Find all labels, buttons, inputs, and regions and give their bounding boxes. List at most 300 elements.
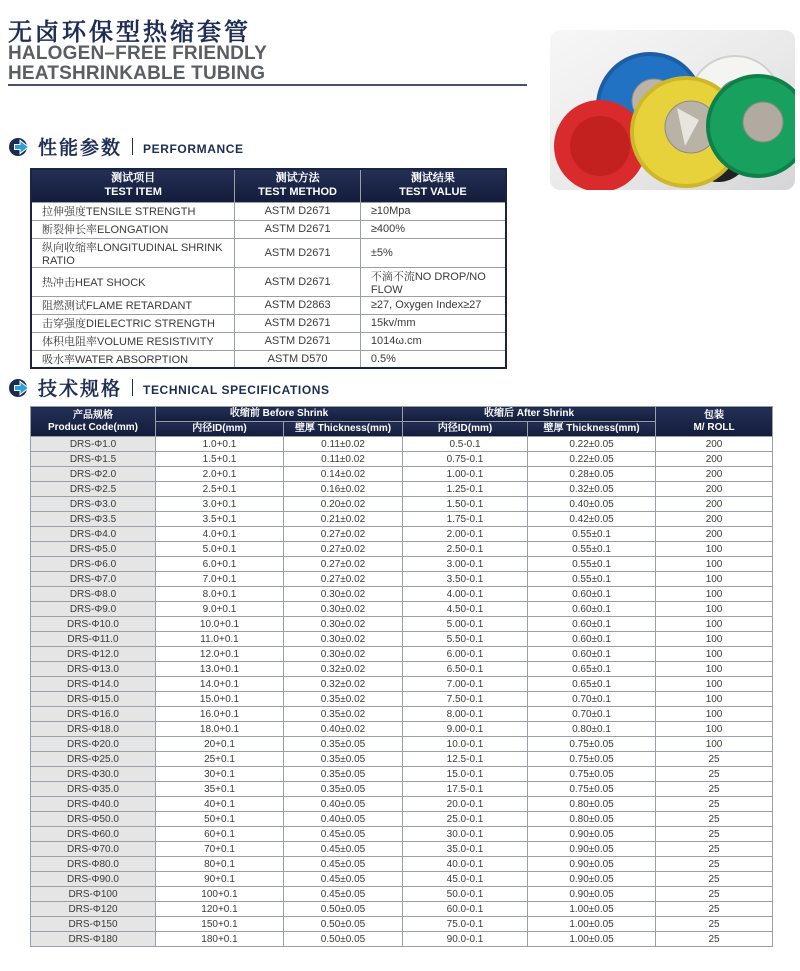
col-test-value bbox=[360, 169, 506, 202]
table-cell: 0.60±0.1 bbox=[528, 617, 656, 632]
table-row bbox=[31, 220, 506, 238]
table-cell: 不滴不流NO DROP/NO FLOW bbox=[360, 267, 506, 296]
table-cell: 9.0+0.1 bbox=[156, 602, 284, 617]
table-cell: 5.0+0.1 bbox=[156, 542, 284, 557]
col-label-en: Product Code(mm) bbox=[48, 421, 138, 433]
table-cell: 1014ω.cm bbox=[360, 332, 506, 350]
table-cell: 拉伸强度TENSILE STRENGTH bbox=[31, 202, 235, 220]
table-cell: 吸水率WATER ABSORPTION bbox=[31, 350, 235, 368]
table-cell: DRS-Φ2.0 bbox=[31, 467, 156, 482]
table-cell: 断裂伸长率ELONGATION bbox=[31, 220, 235, 238]
table-cell: 0.30±0.02 bbox=[284, 632, 403, 647]
table-cell: 1.5+0.1 bbox=[156, 452, 284, 467]
table-cell: 0.60±0.1 bbox=[528, 587, 656, 602]
table-cell: 0.11±0.02 bbox=[284, 452, 403, 467]
table-cell: 75.0-0.1 bbox=[403, 917, 528, 932]
table-cell: DRS-Φ10.0 bbox=[31, 617, 156, 632]
performance-table-head bbox=[31, 169, 506, 202]
table-cell: 10.0+0.1 bbox=[156, 617, 284, 632]
table-row bbox=[31, 267, 506, 296]
table-cell: 25 bbox=[656, 827, 773, 842]
table-cell: ASTM D2863 bbox=[235, 296, 361, 314]
table-cell: 0.22±0.05 bbox=[528, 437, 656, 452]
table-cell: 5.50-0.1 bbox=[403, 632, 528, 647]
table-cell: 90.0-0.1 bbox=[403, 932, 528, 947]
table-cell: 0.21±0.02 bbox=[284, 512, 403, 527]
table-cell: 3.0+0.1 bbox=[156, 497, 284, 512]
table-cell: 0.35±0.05 bbox=[284, 782, 403, 797]
performance-title-cn: 性能参数 bbox=[38, 138, 123, 159]
table-row bbox=[31, 737, 773, 752]
table-cell: 20.0-0.1 bbox=[403, 797, 528, 812]
col-after-thickness: 壁厚 Thickness(mm) bbox=[528, 422, 656, 437]
table-cell: 0.60±0.1 bbox=[528, 602, 656, 617]
table-cell: 0.30±0.02 bbox=[284, 602, 403, 617]
table-cell: 2.00-0.1 bbox=[403, 527, 528, 542]
table-cell: 25 bbox=[656, 842, 773, 857]
table-cell: 12.0+0.1 bbox=[156, 647, 284, 662]
table-cell: 100 bbox=[656, 542, 773, 557]
table-cell: 0.45±0.05 bbox=[284, 872, 403, 887]
table-cell: 0.11±0.02 bbox=[284, 437, 403, 452]
table-row bbox=[31, 917, 773, 932]
col-test-method bbox=[235, 169, 361, 202]
table-row bbox=[31, 617, 773, 632]
table-cell: 0.45±0.05 bbox=[284, 827, 403, 842]
table-cell: DRS-Φ3.0 bbox=[31, 497, 156, 512]
table-cell: DRS-Φ9.0 bbox=[31, 602, 156, 617]
table-row bbox=[31, 314, 506, 332]
table-cell: 0.90±0.05 bbox=[528, 857, 656, 872]
table-cell: 体积电阻率VOLUME RESISTIVITY bbox=[31, 332, 235, 350]
table-cell: DRS-Φ2.5 bbox=[31, 482, 156, 497]
table-cell: 0.27±0.02 bbox=[284, 527, 403, 542]
table-cell: DRS-Φ18.0 bbox=[31, 722, 156, 737]
table-cell: 0.55±0.1 bbox=[528, 527, 656, 542]
col-package bbox=[656, 407, 773, 437]
col-label-cn: 测试方法 bbox=[275, 172, 320, 184]
table-cell: 0.27±0.02 bbox=[284, 557, 403, 572]
table-cell: 40.0-0.1 bbox=[403, 857, 528, 872]
table-cell: 0.35±0.05 bbox=[284, 752, 403, 767]
table-row bbox=[31, 238, 506, 267]
table-cell: 5.00-0.1 bbox=[403, 617, 528, 632]
table-cell: 0.80±0.1 bbox=[528, 722, 656, 737]
table-cell: DRS-Φ40.0 bbox=[31, 797, 156, 812]
table-cell: 0.75±0.05 bbox=[528, 782, 656, 797]
table-cell: 0.65±0.1 bbox=[528, 677, 656, 692]
table-row bbox=[31, 350, 506, 368]
table-cell: 0.30±0.02 bbox=[284, 587, 403, 602]
table-cell: DRS-Φ16.0 bbox=[31, 707, 156, 722]
table-cell: 7.00-0.1 bbox=[403, 677, 528, 692]
table-cell: 17.5-0.1 bbox=[403, 782, 528, 797]
table-cell: DRS-Φ13.0 bbox=[31, 662, 156, 677]
table-cell: 0.14±0.02 bbox=[284, 467, 403, 482]
table-cell: 20+0.1 bbox=[156, 737, 284, 752]
table-cell: DRS-Φ6.0 bbox=[31, 557, 156, 572]
table-cell: ASTM D2671 bbox=[235, 202, 361, 220]
table-cell: 0.90±0.05 bbox=[528, 887, 656, 902]
table-cell: 13.0+0.1 bbox=[156, 662, 284, 677]
table-row bbox=[31, 332, 506, 350]
table-cell: 100+0.1 bbox=[156, 887, 284, 902]
table-cell: 25 bbox=[656, 902, 773, 917]
table-cell: 2.5+0.1 bbox=[156, 482, 284, 497]
product-photo bbox=[550, 30, 795, 190]
subtitle-line-2: HEATSHRINKABLE TUBING bbox=[8, 63, 266, 85]
table-cell: 15.0+0.1 bbox=[156, 692, 284, 707]
table-cell: 15.0-0.1 bbox=[403, 767, 528, 782]
table-cell: 0.55±0.1 bbox=[528, 542, 656, 557]
table-cell: 0.40±0.05 bbox=[284, 797, 403, 812]
col-label-en: TEST METHOD bbox=[258, 185, 338, 198]
table-row bbox=[31, 542, 773, 557]
table-cell: 0.32±0.02 bbox=[284, 677, 403, 692]
col-label-cn: 测试项目 bbox=[111, 172, 156, 184]
table-cell: 0.75-0.1 bbox=[403, 452, 528, 467]
performance-table bbox=[30, 168, 507, 369]
table-row bbox=[31, 632, 773, 647]
table-cell: 0.50±0.05 bbox=[284, 917, 403, 932]
table-cell: 0.75±0.05 bbox=[528, 752, 656, 767]
table-row bbox=[31, 827, 773, 842]
table-cell: DRS-Φ15.0 bbox=[31, 692, 156, 707]
table-cell: DRS-Φ120 bbox=[31, 902, 156, 917]
table-cell: 50.0-0.1 bbox=[403, 887, 528, 902]
table-cell: 200 bbox=[656, 437, 773, 452]
table-cell: 100 bbox=[656, 677, 773, 692]
table-cell: 25.0-0.1 bbox=[403, 812, 528, 827]
header-row bbox=[31, 169, 506, 202]
table-row bbox=[31, 782, 773, 797]
specifications-section-header bbox=[8, 374, 330, 401]
table-cell: 0.35±0.05 bbox=[284, 767, 403, 782]
table-cell: 30.0-0.1 bbox=[403, 827, 528, 842]
table-cell: 4.0+0.1 bbox=[156, 527, 284, 542]
table-row bbox=[31, 857, 773, 872]
table-cell: 0.27±0.02 bbox=[284, 542, 403, 557]
table-cell: 50+0.1 bbox=[156, 812, 284, 827]
table-cell: 3.5+0.1 bbox=[156, 512, 284, 527]
table-cell: 0.80±0.05 bbox=[528, 812, 656, 827]
table-row bbox=[31, 527, 773, 542]
table-cell: 200 bbox=[656, 512, 773, 527]
table-cell: 90+0.1 bbox=[156, 872, 284, 887]
table-cell: 0.75±0.05 bbox=[528, 767, 656, 782]
table-row bbox=[31, 437, 773, 452]
table-cell: 180+0.1 bbox=[156, 932, 284, 947]
table-cell: 25 bbox=[656, 752, 773, 767]
table-cell: 1.00±0.05 bbox=[528, 932, 656, 947]
header-divider bbox=[8, 84, 527, 86]
table-cell: 0.5% bbox=[360, 350, 506, 368]
table-cell: 0.42±0.05 bbox=[528, 512, 656, 527]
table-cell: 9.00-0.1 bbox=[403, 722, 528, 737]
table-row bbox=[31, 812, 773, 827]
table-cell: DRS-Φ150 bbox=[31, 917, 156, 932]
table-cell: 0.45±0.05 bbox=[284, 842, 403, 857]
table-cell: 35.0-0.1 bbox=[403, 842, 528, 857]
table-cell: ≥10Mpa bbox=[360, 202, 506, 220]
table-row bbox=[31, 296, 506, 314]
performance-section-header bbox=[8, 133, 244, 160]
table-row bbox=[31, 452, 773, 467]
table-row bbox=[31, 202, 506, 220]
table-row bbox=[31, 752, 773, 767]
table-cell: 7.50-0.1 bbox=[403, 692, 528, 707]
table-cell: DRS-Φ80.0 bbox=[31, 857, 156, 872]
table-row bbox=[31, 662, 773, 677]
performance-title-en: PERFORMANCE bbox=[143, 141, 244, 156]
table-cell: 0.70±0.1 bbox=[528, 692, 656, 707]
table-cell: 100 bbox=[656, 557, 773, 572]
table-cell: 11.0+0.1 bbox=[156, 632, 284, 647]
table-cell: ≥27, Oxygen Index≥27 bbox=[360, 296, 506, 314]
table-cell: 1.75-0.1 bbox=[403, 512, 528, 527]
col-label-en: M/ ROLL bbox=[693, 421, 735, 433]
table-cell: DRS-Φ100 bbox=[31, 887, 156, 902]
table-cell: 18.0+0.1 bbox=[156, 722, 284, 737]
table-cell: 100 bbox=[656, 647, 773, 662]
table-cell: DRS-Φ1.5 bbox=[31, 452, 156, 467]
table-cell: 15kv/mm bbox=[360, 314, 506, 332]
table-cell: 8.0+0.1 bbox=[156, 587, 284, 602]
col-before-thickness: 壁厚 Thickness(mm) bbox=[284, 422, 403, 437]
table-cell: 25 bbox=[656, 917, 773, 932]
table-row bbox=[31, 842, 773, 857]
table-cell: 1.25-0.1 bbox=[403, 482, 528, 497]
table-cell: DRS-Φ25.0 bbox=[31, 752, 156, 767]
specifications-table bbox=[30, 406, 773, 947]
table-cell: 0.27±0.02 bbox=[284, 572, 403, 587]
table-cell: 0.28±0.05 bbox=[528, 467, 656, 482]
table-cell: 3.50-0.1 bbox=[403, 572, 528, 587]
table-cell: 0.22±0.05 bbox=[528, 452, 656, 467]
table-cell: DRS-Φ30.0 bbox=[31, 767, 156, 782]
table-cell: 200 bbox=[656, 467, 773, 482]
table-cell: 4.50-0.1 bbox=[403, 602, 528, 617]
col-label-cn: 包装 bbox=[704, 410, 725, 421]
page-subtitle bbox=[8, 44, 267, 84]
table-cell: 0.70±0.1 bbox=[528, 707, 656, 722]
table-cell: 0.35±0.02 bbox=[284, 692, 403, 707]
table-row bbox=[31, 512, 773, 527]
table-cell: ASTM D2671 bbox=[235, 332, 361, 350]
title-separator bbox=[132, 138, 133, 155]
table-row bbox=[31, 872, 773, 887]
table-row bbox=[31, 557, 773, 572]
table-cell: 0.40±0.05 bbox=[528, 497, 656, 512]
table-cell: 1.0+0.1 bbox=[156, 437, 284, 452]
table-cell: 阻燃测试FLAME RETARDANT bbox=[31, 296, 235, 314]
table-cell: DRS-Φ60.0 bbox=[31, 827, 156, 842]
table-cell: DRS-Φ14.0 bbox=[31, 677, 156, 692]
table-cell: 0.32±0.02 bbox=[284, 662, 403, 677]
table-row bbox=[31, 482, 773, 497]
table-cell: ≥400% bbox=[360, 220, 506, 238]
table-row bbox=[31, 587, 773, 602]
table-row bbox=[31, 647, 773, 662]
table-cell: DRS-Φ35.0 bbox=[31, 782, 156, 797]
table-cell: ±5% bbox=[360, 238, 506, 267]
table-cell: 6.0+0.1 bbox=[156, 557, 284, 572]
col-label-cn: 测试结果 bbox=[410, 172, 455, 184]
table-cell: 100 bbox=[656, 737, 773, 752]
table-cell: DRS-Φ5.0 bbox=[31, 542, 156, 557]
table-cell: 150+0.1 bbox=[156, 917, 284, 932]
table-cell: DRS-Φ90.0 bbox=[31, 872, 156, 887]
table-cell: DRS-Φ70.0 bbox=[31, 842, 156, 857]
table-cell: DRS-Φ12.0 bbox=[31, 647, 156, 662]
table-cell: 1.00±0.05 bbox=[528, 917, 656, 932]
table-cell: 100 bbox=[656, 632, 773, 647]
table-row bbox=[31, 722, 773, 737]
table-cell: 60.0-0.1 bbox=[403, 902, 528, 917]
table-cell: ASTM D2671 bbox=[235, 238, 361, 267]
table-cell: 35+0.1 bbox=[156, 782, 284, 797]
table-cell: 0.60±0.1 bbox=[528, 632, 656, 647]
table-cell: 100 bbox=[656, 617, 773, 632]
specifications-table-head bbox=[31, 407, 773, 437]
specifications-table-body bbox=[31, 437, 773, 947]
table-cell: 4.00-0.1 bbox=[403, 587, 528, 602]
table-cell: 0.60±0.1 bbox=[528, 647, 656, 662]
table-cell: 6.00-0.1 bbox=[403, 647, 528, 662]
col-product-code bbox=[31, 407, 156, 437]
table-cell: DRS-Φ7.0 bbox=[31, 572, 156, 587]
table-cell: 25 bbox=[656, 767, 773, 782]
table-cell: 0.45±0.05 bbox=[284, 857, 403, 872]
table-cell: 100 bbox=[656, 692, 773, 707]
table-cell: 0.80±0.05 bbox=[528, 797, 656, 812]
table-cell: ASTM D2671 bbox=[235, 220, 361, 238]
table-cell: 16.0+0.1 bbox=[156, 707, 284, 722]
table-cell: 25 bbox=[656, 782, 773, 797]
table-cell: 100 bbox=[656, 587, 773, 602]
page-title: 无卤环保型热缩套管 bbox=[8, 19, 251, 46]
table-cell: 纵向收缩率LONGITUDINAL SHRINK RATIO bbox=[31, 238, 235, 267]
col-after-id: 内径ID(mm) bbox=[403, 422, 528, 437]
table-cell: 80+0.1 bbox=[156, 857, 284, 872]
table-cell: 0.90±0.05 bbox=[528, 872, 656, 887]
table-cell: 0.65±0.1 bbox=[528, 662, 656, 677]
table-cell: 100 bbox=[656, 722, 773, 737]
title-separator bbox=[132, 379, 133, 396]
arrow-right-circle-icon bbox=[8, 377, 30, 399]
table-cell: 0.30±0.02 bbox=[284, 647, 403, 662]
table-cell: 60+0.1 bbox=[156, 827, 284, 842]
table-row bbox=[31, 692, 773, 707]
table-cell: 0.50±0.05 bbox=[284, 932, 403, 947]
subtitle-line-1: HALOGEN–FREE FRIENDLY bbox=[8, 43, 267, 64]
table-cell: 25 bbox=[656, 857, 773, 872]
table-cell: 0.75±0.05 bbox=[528, 737, 656, 752]
table-cell: DRS-Φ20.0 bbox=[31, 737, 156, 752]
col-label-en: TEST VALUE bbox=[399, 185, 467, 198]
table-cell: 0.45±0.05 bbox=[284, 887, 403, 902]
table-row bbox=[31, 932, 773, 947]
table-cell: DRS-Φ180 bbox=[31, 932, 156, 947]
table-cell: 0.40±0.02 bbox=[284, 722, 403, 737]
table-cell: 14.0+0.1 bbox=[156, 677, 284, 692]
table-cell: 0.55±0.1 bbox=[528, 557, 656, 572]
performance-table-body bbox=[31, 202, 506, 368]
table-cell: 100 bbox=[656, 572, 773, 587]
table-cell: 100 bbox=[656, 662, 773, 677]
table-cell: 0.90±0.05 bbox=[528, 827, 656, 842]
table-cell: DRS-Φ50.0 bbox=[31, 812, 156, 827]
table-cell: 6.50-0.1 bbox=[403, 662, 528, 677]
table-cell: 25 bbox=[656, 872, 773, 887]
table-cell: 70+0.1 bbox=[156, 842, 284, 857]
table-cell: 100 bbox=[656, 707, 773, 722]
table-row bbox=[31, 707, 773, 722]
col-before-id: 内径ID(mm) bbox=[156, 422, 284, 437]
table-row bbox=[31, 602, 773, 617]
table-cell: 0.90±0.05 bbox=[528, 842, 656, 857]
table-cell: 击穿强度DIELECTRIC STRENGTH bbox=[31, 314, 235, 332]
table-cell: 0.35±0.05 bbox=[284, 737, 403, 752]
table-cell: DRS-Φ1.0 bbox=[31, 437, 156, 452]
table-cell: 25 bbox=[656, 797, 773, 812]
table-cell: 8.00-0.1 bbox=[403, 707, 528, 722]
table-cell: 0.30±0.02 bbox=[284, 617, 403, 632]
table-cell: 0.20±0.02 bbox=[284, 497, 403, 512]
table-cell: ASTM D2671 bbox=[235, 267, 361, 296]
table-row bbox=[31, 767, 773, 782]
table-cell: 200 bbox=[656, 497, 773, 512]
table-cell: DRS-Φ4.0 bbox=[31, 527, 156, 542]
col-label-cn: 产品规格 bbox=[73, 410, 113, 421]
table-cell: 25 bbox=[656, 932, 773, 947]
table-cell: 热冲击HEAT SHOCK bbox=[31, 267, 235, 296]
table-cell: 12.5-0.1 bbox=[403, 752, 528, 767]
table-cell: DRS-Φ11.0 bbox=[31, 632, 156, 647]
table-cell: 10.0-0.1 bbox=[403, 737, 528, 752]
table-cell: 25+0.1 bbox=[156, 752, 284, 767]
table-cell: 2.0+0.1 bbox=[156, 467, 284, 482]
table-cell: 30+0.1 bbox=[156, 767, 284, 782]
table-row bbox=[31, 887, 773, 902]
specifications-title-en: TECHNICAL SPECIFICATIONS bbox=[143, 382, 330, 397]
col-label-en: TEST ITEM bbox=[104, 185, 162, 198]
tubing-rolls-illustration bbox=[550, 30, 795, 190]
col-group-before-shrink: 收缩前 Before Shrink bbox=[156, 407, 403, 422]
specifications-title-cn: 技术规格 bbox=[38, 379, 123, 400]
table-cell: 40+0.1 bbox=[156, 797, 284, 812]
table-cell: 200 bbox=[656, 452, 773, 467]
table-cell: 0.16±0.02 bbox=[284, 482, 403, 497]
col-test-item bbox=[31, 169, 235, 202]
table-cell: 0.35±0.02 bbox=[284, 707, 403, 722]
table-cell: 100 bbox=[656, 602, 773, 617]
col-group-after-shrink: 收缩后 After Shrink bbox=[403, 407, 656, 422]
table-cell: 0.32±0.05 bbox=[528, 482, 656, 497]
table-cell: 0.40±0.05 bbox=[284, 812, 403, 827]
table-cell: DRS-Φ3.5 bbox=[31, 512, 156, 527]
table-cell: ASTM D2671 bbox=[235, 314, 361, 332]
table-cell: 200 bbox=[656, 527, 773, 542]
table-cell: 200 bbox=[656, 482, 773, 497]
table-cell: 1.00-0.1 bbox=[403, 467, 528, 482]
table-row bbox=[31, 902, 773, 917]
table-cell: 0.5-0.1 bbox=[403, 437, 528, 452]
table-cell: 3.00-0.1 bbox=[403, 557, 528, 572]
arrow-right-circle-icon bbox=[8, 136, 30, 158]
table-row bbox=[31, 467, 773, 482]
table-row bbox=[31, 797, 773, 812]
